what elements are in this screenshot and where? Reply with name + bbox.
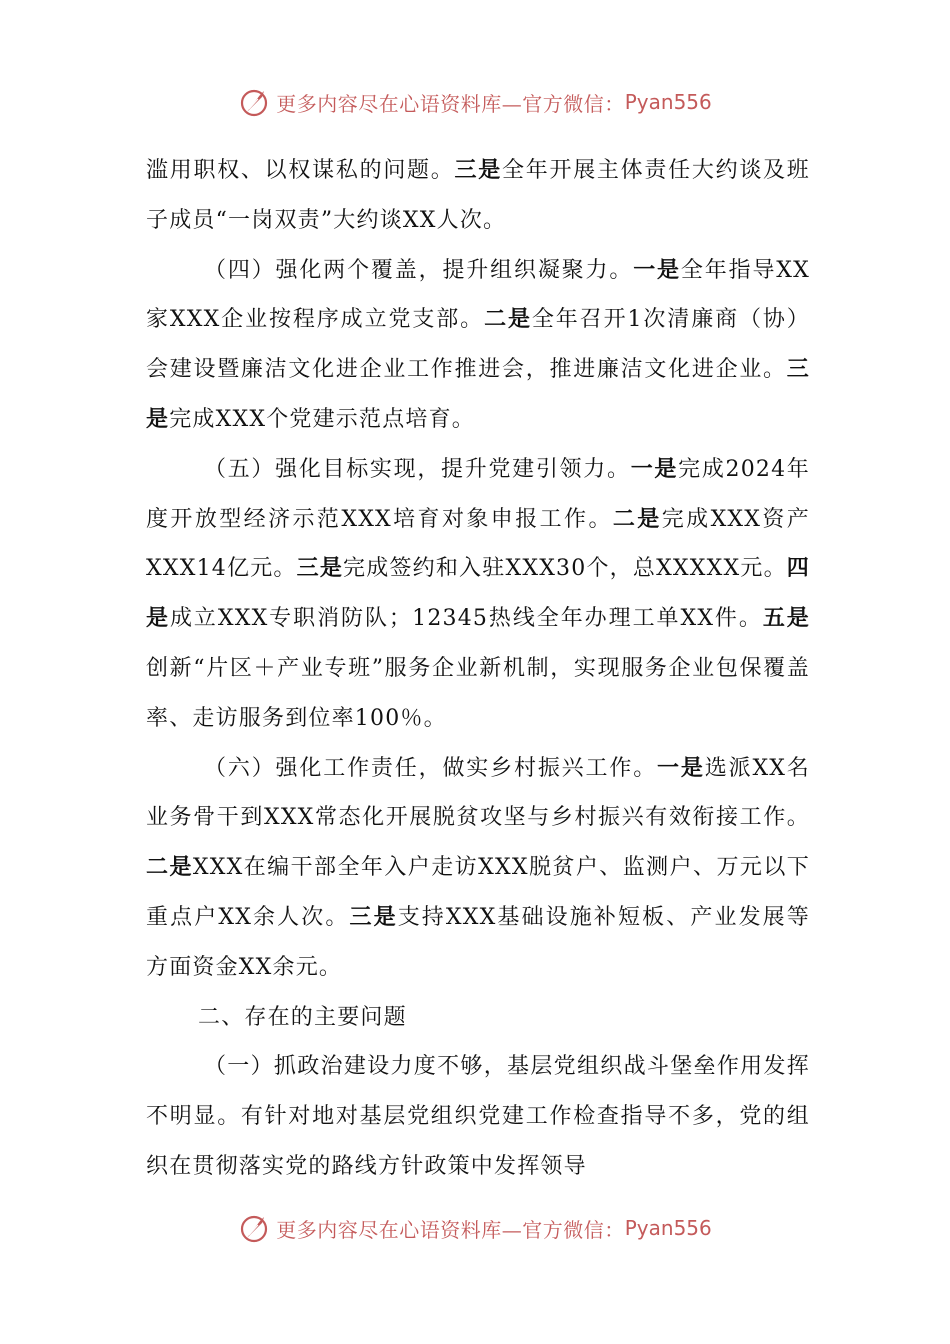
emphasis-run: 一是 [633,256,681,283]
watermark-banner-bottom [0,1208,950,1248]
section-heading [146,993,810,1043]
text-run: 支持XXX基础设施补短板、产业发展等方面资金XX余元。 [146,904,810,980]
emphasis-run: 三是 [349,903,398,930]
quill-logo-icon [238,85,272,119]
text-run: （六）强化工作责任，做实乡村振兴工作。 [204,755,658,781]
paragraph [146,1042,810,1191]
text-run: 全年召开1次清廉商（协）会建设暨廉洁文化进企业工作推进会，推进廉洁文化进企业。 [146,307,810,383]
text-run: （一）抓政治建设力度不够，基层党组织战斗堡垒作用发挥不明显。有针对地对基层党组织党建工作检查指导不多，党的组织在贯彻落实党的路线方针政策中发挥领导 [146,1054,810,1179]
watermark-banner-top [0,82,950,122]
paragraph [146,146,810,246]
text-run: 创新“片区＋产业专班”服务企业新机制，实现服务企业包保覆盖率、走访服务到位率100％。 [146,655,810,731]
emphasis-run: 二是 [612,505,662,532]
watermark-handle: Pyan556 [624,90,712,114]
emphasis-run: 四是 [146,555,810,632]
watermark-text: 更多内容尽在心语资料库—官方微信： [276,91,625,116]
emphasis-run: 一是 [657,754,705,781]
text-run: XXX在编干部全年入户走访XXX脱贫户、监测户、万元以下重点户XX余人次。 [146,855,810,930]
emphasis-run: 二是 [484,306,532,333]
text-run: 成立XXX专职消防队；12345热线全年办理工单XX件。 [169,606,763,632]
emphasis-run: 三是 [454,157,502,183]
paragraph [146,246,810,445]
watermark-handle: Pyan556 [624,1216,712,1240]
text-run: （四）强化两个覆盖，提升组织凝聚力。 [204,257,634,283]
emphasis-run: 二是 [146,854,193,881]
paragraph [146,445,810,744]
text-run: 完成签约和入驻XXX30个，总XXXXX元。 [343,556,787,582]
text-run: 二、存在的主要问题 [198,1004,407,1030]
text-run: 完成2024年度开放型经济示范XXX培育对象申报工作。 [146,456,811,532]
emphasis-run: 五是 [762,605,810,632]
text-run: 滥用职权、以权谋私的问题。 [146,158,455,183]
text-run: 完成XXX资产XXX14亿元。 [146,506,810,582]
text-run: 全年指导XX家XXX企业按程序成立党支部。 [146,257,811,333]
quill-logo-icon [238,1211,272,1245]
text-run: 全年开展主体责任大约谈及班子成员“一岗双责”大约谈XX人次。 [146,158,810,233]
paragraph [146,744,810,993]
text-run: （五）强化目标实现，提升党建引领力。 [204,456,631,482]
emphasis-run: 三是 [146,356,810,432]
text-run: 选派XX名业务骨干到XXX常态化开展脱贫攻坚与乡村振兴有效衔接工作。 [146,755,811,831]
emphasis-run: 一是 [630,455,679,482]
document-body [146,146,810,1192]
watermark-text: 更多内容尽在心语资料库—官方微信： [276,1217,625,1242]
emphasis-run: 三是 [296,555,344,582]
text-run: 完成XXX个党建示范点培育。 [169,406,475,432]
